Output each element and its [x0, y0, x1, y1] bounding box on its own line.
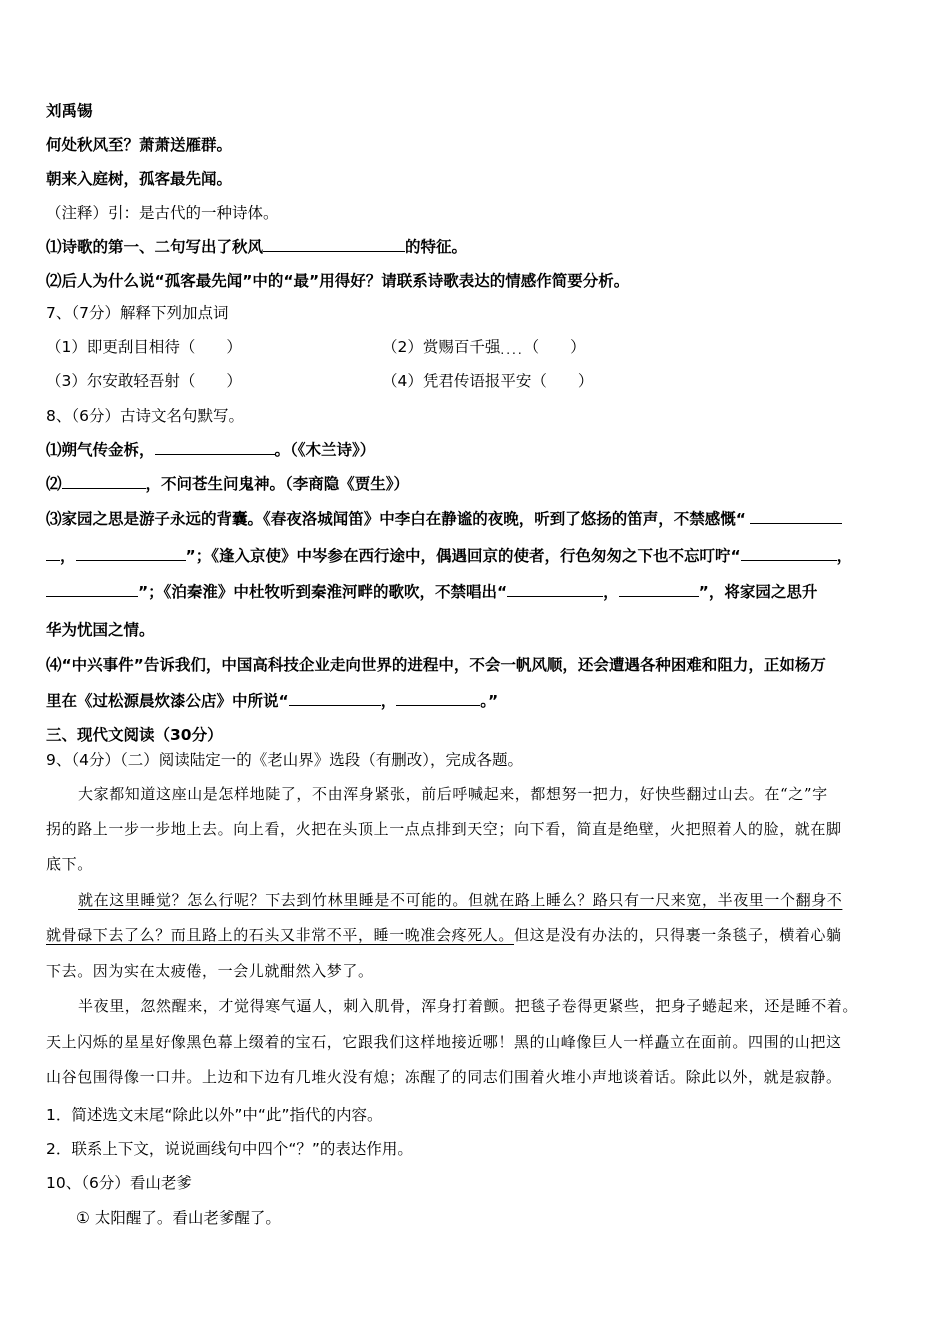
- answer-blank[interactable]: [619, 582, 699, 597]
- q9-title: 9、（4分）（二）阅读陆定一的《老山界》选段（有删改），完成各题。: [46, 751, 523, 769]
- q7-item-2: （2）赏赐百千强....（ ）: [382, 338, 586, 357]
- poem-question-1: [46, 236, 910, 258]
- poem-question-2: ⑵后人为什么说“孤客最先闻”中的“最”用得好？请联系诗歌表达的情感作简要分析。: [46, 272, 630, 290]
- answer-blank[interactable]: [46, 582, 138, 597]
- answer-blank[interactable]: [76, 546, 186, 561]
- q9-sub-question-2: 2．联系上下文，说说画线句中四个“？”的表达作用。: [46, 1140, 413, 1158]
- poem-author: 刘禹锡: [46, 102, 93, 120]
- poem-q1-text: ⑴诗歌的第一、二句写出了秋风: [46, 238, 264, 256]
- passage-p2-line-3: 下去。因为实在太疲倦，一会儿就酣然入梦了。: [46, 962, 374, 980]
- q8-sentence-3-line-4: 华为忧国之情。: [46, 621, 155, 639]
- passage-p2-line-2: 就骨碌下去了么？而且路上的石头又非常不平，睡一晚准会疼死人。但这是没有办法的，只得裹一条毯子，横着心躺: [46, 926, 842, 944]
- passage-p3-line-2: 天上闪烁的星星好像黑色幕上缀着的宝石，它跟我们这样地接近哪！黑的山峰像巨人一样矗立在面前。四围的山把这: [46, 1033, 842, 1051]
- q10-title: 10、（6分）看山老爹: [46, 1174, 192, 1192]
- emphasis-dots: ....: [500, 343, 524, 357]
- poem-line-1: 何处秋风至？萧萧送雁群。: [46, 136, 233, 154]
- q8-sentence-1: ⑴朔气传金柝， 。（《木兰诗》）: [46, 441, 376, 459]
- passage-p2-line-1: [78, 889, 910, 911]
- answer-blank[interactable]: [507, 582, 603, 597]
- underlined-sentence: 就骨碌下去了么？而且路上的石头又非常不平，睡一晚准会疼死人。: [46, 926, 515, 944]
- poem-q1-suffix: 的特征。: [405, 238, 468, 256]
- q8-title: 8、（6分）古诗文名句默写。: [46, 407, 244, 425]
- answer-blank[interactable]: [155, 440, 275, 455]
- poem-note: （注释）引：是古代的一种诗体。: [46, 204, 279, 222]
- passage-p3-line-1: 半夜里，忽然醒来，才觉得寒气逼人，刺入肌骨，浑身打着颤。把毯子卷得更紧些，把身子蜷起来，还是睡不着。: [78, 997, 859, 1015]
- q7-row-1: [46, 336, 910, 358]
- answer-blank[interactable]: [289, 691, 381, 706]
- poem-line-2: 朝来入庭树，孤客最先闻。: [46, 170, 233, 188]
- passage-p1-line-3: 底下。: [46, 855, 93, 873]
- q8-sentence-4-line-2: 里在《过松源晨炊漆公店》中所说“ ， 。”: [46, 692, 499, 710]
- q10-paragraph-1: ① 太阳醒了。看山老爹醒了。: [76, 1209, 281, 1227]
- q8-sentence-3-line-3: ”；《泊秦淮》中杜牧听到秦淮河畔的歌吹，不禁唱出“ ， ”，将家园之思升: [46, 581, 910, 603]
- answer-blank[interactable]: [750, 509, 842, 524]
- answer-blank[interactable]: [263, 237, 405, 252]
- answer-blank[interactable]: [741, 546, 837, 561]
- underlined-sentence: 就在这里睡觉？怎么行呢？下去到竹林里睡是不可能的。但就在路上睡么？路只有一尺来宽，半夜里一个翻身不: [78, 891, 843, 909]
- q8-sentence-3-line-2: ， ”；《逢入京使》中岑参在西行途中，偶遇回京的使者，行色匆匆之下也不忘叮咛“ ，: [46, 545, 910, 567]
- q7-item-3: （3）尔安敢轻吾射（ ）: [46, 372, 242, 390]
- passage-p3-line-3: 山谷包围得像一口井。上边和下边有几堆火没有熄；冻醒了的同志们围着火堆小声地谈着话。除此以外，就是寂静。: [46, 1068, 842, 1086]
- q8-sentence-2: ⑵ ，不问苍生问鬼神。（李商隐《贾生》）: [46, 475, 410, 493]
- q7-item-4: （4）凭君传语报平安（ ）: [382, 372, 594, 390]
- q8-sentence-4-line-1: ⑷“中兴事件”告诉我们，中国高科技企业走向世界的进程中，不会一帆风顺，还会遭遇各种困难和阻力，正如杨万: [46, 656, 826, 674]
- q7-item-1: （1）即更刮目相待（ ）: [46, 338, 242, 356]
- q7-title: 7、（7分）解释下列加点词: [46, 304, 229, 322]
- q7-row-2: [46, 370, 910, 392]
- section-3-title: 三、现代文阅读（30分）: [46, 726, 223, 744]
- passage-p1-line-2: 拐的路上一步一步地上去。向上看，火把在头顶上一点点排到天空；向下看，简直是绝壁，火把照着人的脸，就在脚: [46, 820, 842, 838]
- q8-sentence-3-line-1: ⑶家园之思是游子永远的背囊。《春夜洛城闻笛》中李白在静谧的夜晚，听到了悠扬的笛声，不禁感慨“: [46, 508, 910, 530]
- answer-blank[interactable]: [62, 474, 146, 489]
- passage-p1-line-1: 大家都知道这座山是怎样地陡了，不由浑身紧张，前后呼喊起来，都想努一把力，好快些翻过山去。在“之”字: [78, 785, 828, 803]
- q9-sub-question-1: 1．简述选文末尾“除此以外”中“此”指代的内容。: [46, 1106, 383, 1124]
- answer-blank[interactable]: [396, 691, 480, 706]
- answer-blank[interactable]: [46, 546, 60, 561]
